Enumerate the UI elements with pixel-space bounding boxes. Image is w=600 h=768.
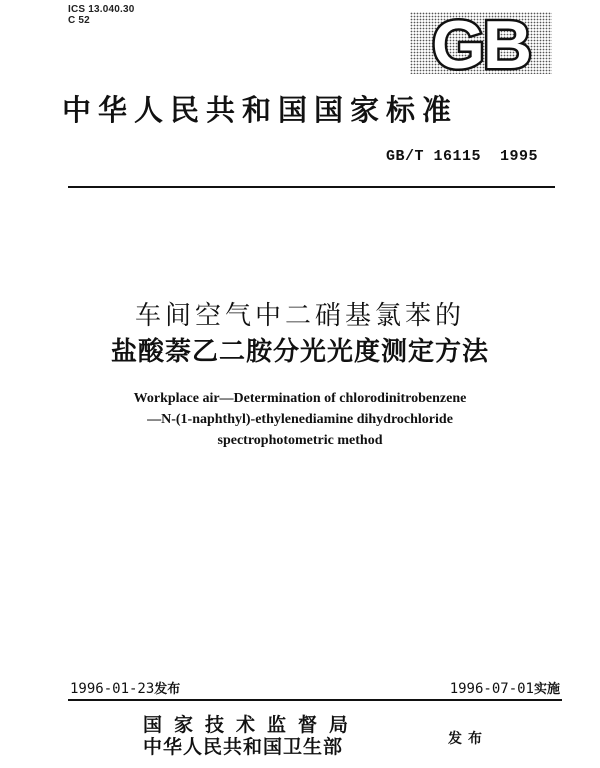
- title-zh-line-2: 盐酸萘乙二胺分光光度测定方法: [110, 337, 489, 367]
- ccs-code: C 52: [68, 15, 90, 26]
- issued-date-value: 1996-01-23: [70, 681, 155, 697]
- classification-codes: [68, 4, 135, 26]
- title-en-line-1: Workplace air—Determination of chlorodinitrobenzene: [133, 391, 467, 406]
- title-chinese: [0, 298, 600, 370]
- title-english: [0, 388, 600, 451]
- issuer-technical-supervision: 国家技术监督局: [143, 714, 361, 736]
- issue-label: 发布: [448, 731, 488, 747]
- title-en-line-2: —N-(1-naphthyl)-ethylenediamine dihydrochloride: [147, 412, 453, 427]
- implemented-date: [450, 678, 560, 697]
- title-zh-line-1: 车间空气中二硝基氯苯的: [134, 301, 465, 331]
- issued-date-label: 发布: [154, 682, 181, 697]
- organization-title: 中华人民共和国国家标准: [62, 93, 459, 127]
- implemented-date-label: 实施: [533, 682, 560, 697]
- ics-code: ICS 13.040.30: [68, 4, 135, 15]
- gb-logo: [410, 12, 552, 74]
- standard-number: GB/T 16115 1995: [385, 148, 538, 165]
- issuing-authorities: [143, 714, 360, 758]
- header-divider: [68, 186, 555, 188]
- footer-divider: [68, 699, 562, 701]
- issuer-ministry-of-health: 中华人民共和国卫生部: [143, 736, 344, 758]
- gb-logo-text: GB: [432, 12, 530, 74]
- title-en-line-3: spectrophotometric method: [217, 433, 383, 448]
- implemented-date-value: 1996-07-01: [449, 681, 534, 697]
- issued-date: [70, 678, 180, 697]
